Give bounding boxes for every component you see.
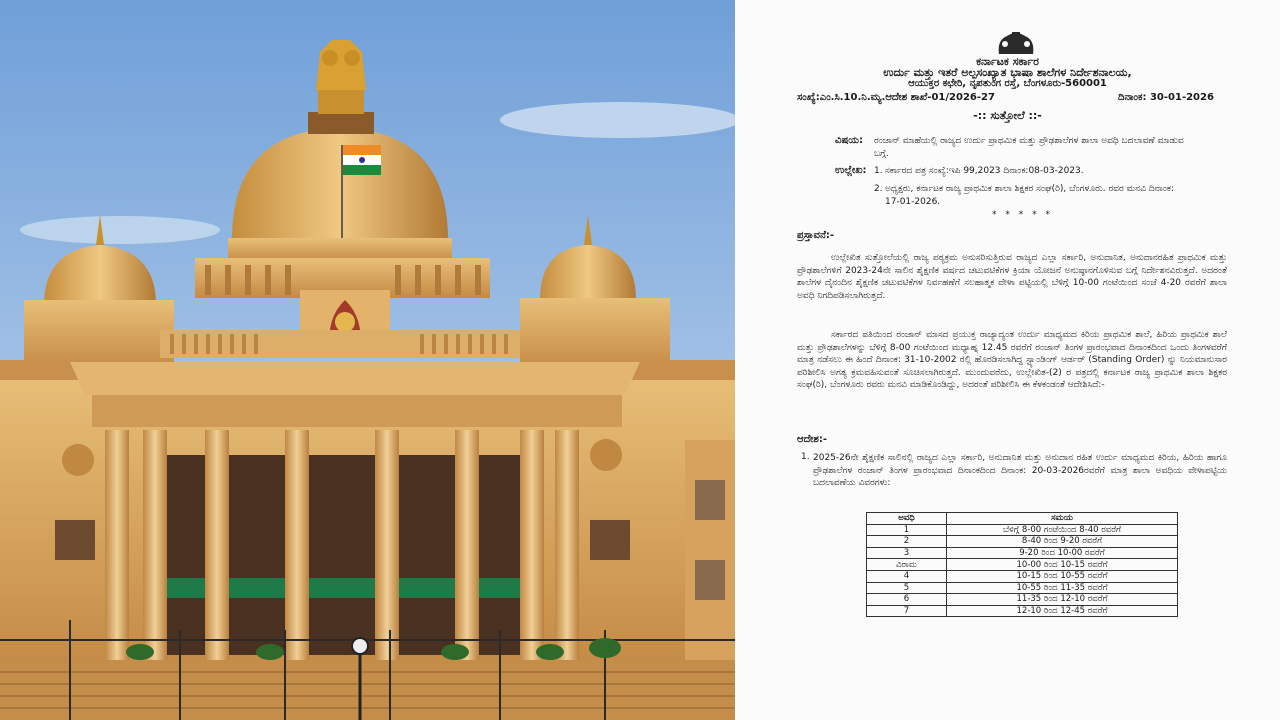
reference-2-text: ಅಧ್ಯಕ್ಷರು, ಕರ್ನಾಟಕ ರಾಜ್ಯ ಪ್ರಾಥಮಿಕ ಶಾಲಾ ಶಿಕ್ಷಕರ ಸಂಘ(ರಿ), ಬೆಂಗಳೂರು. ರವರ ಮನವಿ ದಿನಾಂಕ: 17-01-2026. xyxy=(885,184,1174,207)
order-1-number: 1. xyxy=(801,452,810,462)
period-cell: 6 xyxy=(867,594,947,606)
time-cell: ಬೆಳಿಗ್ಗೆ 8-00 ಗಂಟೆಯಿಂದ 8-40 ರವರೆಗೆ xyxy=(947,524,1178,536)
time-cell: 12-10 ರಿಂದ 12-45 ರವರೆಗೆ xyxy=(947,605,1178,617)
period-cell: 2 xyxy=(867,536,947,548)
separator-stars: * * * * * xyxy=(992,210,1053,220)
header-period: ಅವಧಿ xyxy=(867,513,947,525)
time-cell: 10-15 ರಿಂದ 10-55 ರವರೆಗೆ xyxy=(947,570,1178,582)
circular-title: -:: ಸುತ್ತೋಲೆ ::- xyxy=(973,109,1042,122)
time-cell: 10-00 ರಿಂದ 10-15 ರವರೆಗೆ xyxy=(947,559,1178,571)
table-row xyxy=(867,605,1178,617)
period-cell: ವಿರಾಮ xyxy=(867,559,947,571)
period-cell: 1 xyxy=(867,524,947,536)
department-heading: ಉರ್ದು ಮತ್ತು ಇತರೆ ಅಲ್ಪಸಂಖ್ಯಾತ ಭಾಷಾ ಶಾಲೆಗಳ ನಿರ್ದೇಶನಾಲಯ, xyxy=(883,66,1132,79)
table-row xyxy=(867,559,1178,571)
reference-1-text: ಸರ್ಕಾರದ ಪತ್ರ ಸಂಖ್ಯೆ:ಇಪಿ 99,2023 ದಿನಾಂಕ:08-03-2023. xyxy=(885,166,1084,176)
order-1-text: 2025-26ನೇ ಶೈಕ್ಷಣಿಕ ಸಾಲಿನಲ್ಲಿ ರಾಜ್ಯದ ಎಲ್ಲಾ ಸರ್ಕಾರಿ, ಅನುದಾನಿತ ಮತ್ತು ಅನುದಾನ ರಹಿತ ಉರ್ದು ಮಾಧ್ಯಮದ ಕಿರಿಯ, ಹಿರಿಯ ಹಾಗೂ ಪ್ರೌಢಶಾಲೆಗಳ ರಂಜಾನ್ ತಿಂಗಳ ಪ್ರಾರಂಭವಾದ ದಿನಾಂಕದಿಂದ ದಿನಾಂಕ: 20-03-2026ರವರೆಗೆ ಮಾತ್ರ ಶಾಲಾ ಅವಧಿಯ ವೇಳಾಪಟ್ಟಿಯ ಬದಲಾವಣೆಯ ವಿವರಗಳು: xyxy=(813,453,1227,489)
preamble-paragraph-1: ಉಲ್ಲೇಖಿತ ಸುತ್ತೋಲೆಯಲ್ಲಿ ರಾಜ್ಯ ಪಠ್ಯಕ್ರಮ ಅನುಸರಿಸುತ್ತಿರುವ ರಾಜ್ಯದ ಎಲ್ಲಾ ಸರ್ಕಾರಿ, ಅನುದಾನಿತ, ಅನುದಾನರಹಿತ ಪ್ರಾಥಮಿಕ ಮತ್ತು ಪ್ರೌಢಶಾಲೆಗಳಿಗೆ 2023-24ನೇ ಸಾಲಿನ ಶೈಕ್ಷಣಿಕ ವರ್ಷದ ಚಟುವಟಿಕೆಗಳ ಕ್ರಿಯಾ ಯೋಜನೆ ಅನುಷ್ಠಾನಗೊಳಿಸುವ ಬಗ್ಗೆ ನಿರ್ದೇಶನವಿರುತ್ತದೆ. ಅದರಂತೆ ಶಾಲೆಗಳ ದೈನಂದಿನ ಶೈಕ್ಷಣಿಕ ಚಟುವಟಿಕೆಗಳ ನಿರ್ವಹಣೆಗೆ ಸಲಹಾತ್ಮಕ ವೇಳಾ ಪಟ್ಟಿಯಲ್ಲಿ ಬೆಳಿಗ್ಗೆ 10-00 ಗಂಟೆಯಿಂದ ಸಂಜೆ 4-20 ರವರೆಗೆ ಶಾಲಾ ಅವಧಿ ನಿಗದಿಪಡಿಸಲಾಗಿರುತ್ತದೆ. xyxy=(797,253,1227,301)
reference-number: ಸಂಖ್ಯೆ:ಎಂ.ಸಿ.10.ನಿ.ಮ್ಯ.ಆದೇಶ ಶಾಖೆ-01/2026-27 xyxy=(797,92,995,103)
state-emblem-icon xyxy=(993,30,1039,56)
document-date: ದಿನಾಂಕ: 30-01-2026 xyxy=(1118,92,1214,103)
table-row xyxy=(867,536,1178,548)
table-row xyxy=(867,547,1178,559)
reference-2-number: 2. xyxy=(874,184,883,194)
period-cell: 4 xyxy=(867,570,947,582)
time-cell: 9-20 ರಿಂದ 10-00 ರವರೆಗೆ xyxy=(947,547,1178,559)
order-label: ಆದೇಶ:- xyxy=(797,434,827,445)
preamble-paragraph-2: ಸರ್ಕಾರದ ವತಿಯಿಂದ ರಂಜಾನ್ ಮಾಸದ ಪ್ರಯುಕ್ತ ರಾಜ್ಯಾದ್ಯಂತ ಉರ್ದು ಮಾಧ್ಯಮದ ಕಿರಿಯ ಪ್ರಾಥಮಿಕ ಶಾಲೆ, ಹಿರಿಯ ಪ್ರಾಥಮಿಕ ಶಾಲೆ ಮತ್ತು ಪ್ರೌಢಶಾಲೆಗಳನ್ನು ಬೆಳಿಗ್ಗೆ 8-00 ಗಂಟೆಯಿಂದ ಮಧ್ಯಾಹ್ನ 12.45 ರವರೆಗೆ ರಂಜಾನ್ ತಿಂಗಳ ಪ್ರಾರಂಭವಾದ ದಿನಾಂಕದಿಂದ ಒಂದು ತಿಂಗಳವರೆಗೆ ಮಾತ್ರ ನಡೆಸಲು ಈ ಹಿಂದೆ ದಿನಾಂಕ: 31-10-2002 ರಲ್ಲಿ ಹೊರಡಿಸಲಾಗಿದ್ದ ಸ್ಟ್ಯಾಂಡಿಂಗ್ ಆರ್ಡರ್ (Standing Order) ನ್ನು ನಿಯಮಾನುಸಾರ ಪರಿಶೀಲಿಸಿ ಅಗತ್ಯ ಕ್ರಮವಹಿಸುವಂತೆ ಸೂಚಿಸಲಾಗಿರುತ್ತದೆ. ಮುಂದುವರೆದು, ಉಲ್ಲೇಖಿತ-(2) ರ ಪತ್ರದಲ್ಲಿ ಕರ್ನಾಟಕ ರಾಜ್ಯ ಪ್ರಾಥಮಿಕ ಶಾಲಾ ಶಿಕ್ಷಕರ ಸಂಘ(ರಿ), ಬೆಂಗಳೂರು ರವರು ಮನವಿ ಮಾಡಿಕೊಂಡಿದ್ದು, ಅದರಂತೆ ಪರಿಶೀಲಿಸಿ ಈ ಕೆಳಕಂಡಂತೆ ಆದೇಶಿಸಿದೆ:- xyxy=(797,330,1227,391)
preamble-label: ಪ್ರಸ್ತಾವನೆ:- xyxy=(797,230,835,241)
reference-1-number: 1. xyxy=(874,166,883,176)
circular-document xyxy=(735,0,1280,720)
table-header-row xyxy=(867,513,1178,525)
table-row xyxy=(867,524,1178,536)
table-row xyxy=(867,570,1178,582)
header-time: ಸಮಯ xyxy=(947,513,1178,525)
office-address: ಆಯುಕ್ತರ ಕಛೇರಿ, ನೃಪತುಂಗ ರಸ್ತೆ, ಬೆಂಗಳೂರು-560001 xyxy=(908,78,1107,89)
table-row xyxy=(867,582,1178,594)
subject-label: ವಿಷಯ: xyxy=(835,135,863,146)
reference-label: ಉಲ್ಲೇಖ: xyxy=(835,165,867,176)
period-cell: 3 xyxy=(867,547,947,559)
period-cell: 7 xyxy=(867,605,947,617)
government-heading: ಕರ್ನಾಟಕ ಸರ್ಕಾರ xyxy=(976,55,1039,68)
period-cell: 5 xyxy=(867,582,947,594)
schedule-table xyxy=(866,512,1178,617)
time-cell: 8-40 ರಿಂದ 9-20 ರವರೆಗೆ xyxy=(947,536,1178,548)
time-cell: 10-55 ರಿಂದ 11-35 ರವರೆಗೆ xyxy=(947,582,1178,594)
subject-text: ರಂಜಾನ್ ಮಾಹೆಯಲ್ಲಿ ರಾಜ್ಯದ ಉರ್ದು ಪ್ರಾಥಮಿಕ ಮತ್ತು ಪ್ರೌಢಶಾಲೆಗಳ ಶಾಲಾ ಅವಧಿ ಬದಲಾವಣೆ ಮಾಡುವ ಬಗ್ಗೆ. xyxy=(874,136,1184,159)
time-cell: 11-35 ರಿಂದ 12-10 ರವರೆಗೆ xyxy=(947,594,1178,606)
table-row xyxy=(867,594,1178,606)
